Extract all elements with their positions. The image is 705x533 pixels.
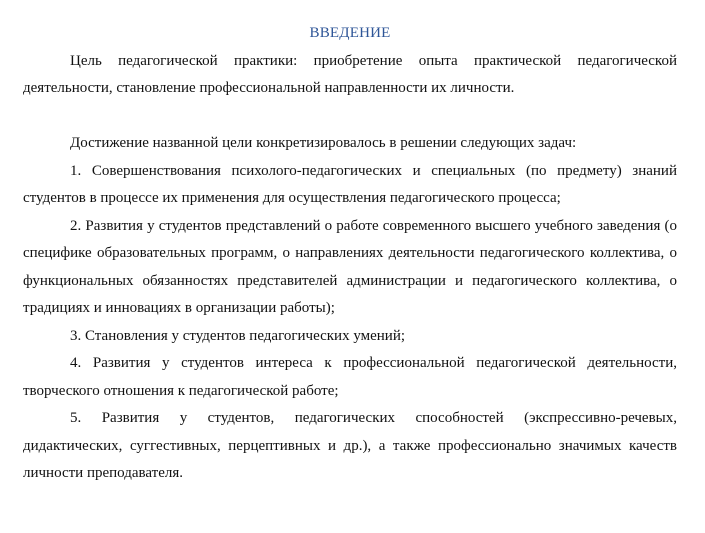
- section-heading: ВВЕДЕНИЕ: [309, 25, 391, 41]
- paragraph-tasks-intro: Достижение названной цели конкретизировалось в решении следующих задач:: [70, 135, 577, 151]
- task-item-1: 1. Совершенствования психолого-педагогических и специальных (по предмету) знаний студентов в процессе их применения для осуществления педагогического процесса;: [23, 162, 677, 206]
- task-item-3: 3. Становления у студентов педагогических умений;: [70, 327, 406, 344]
- task-item-2: 2. Развития у студентов представлений о работе современного высшего учебного заведения (о специфике образовательных программ, о направлениях деятельности педагогического коллектива, о функциональных обязанностях представителей администрации и педагогического коллектива, о традициях и инновациях в организации работы);: [23, 217, 677, 316]
- task-item-5: 5. Развития у студентов, педагогических способностей (экспрессивно-речевых, дидактических, суггестивных, перцептивных и др.), а также профессионально значимых качеств личности преподавателя.: [23, 410, 677, 481]
- paragraph-goal: Цель педагогической практики: приобретение опыта практической педагогической деятельности, становление профессиональной направленности их личности.: [23, 52, 677, 96]
- document-page: [23, 20, 677, 488]
- task-item-4: 4. Развития у студентов интереса к профессиональной педагогической деятельности, творческого отношения к педагогической работе;: [23, 355, 677, 399]
- blank-line: [23, 103, 677, 131]
